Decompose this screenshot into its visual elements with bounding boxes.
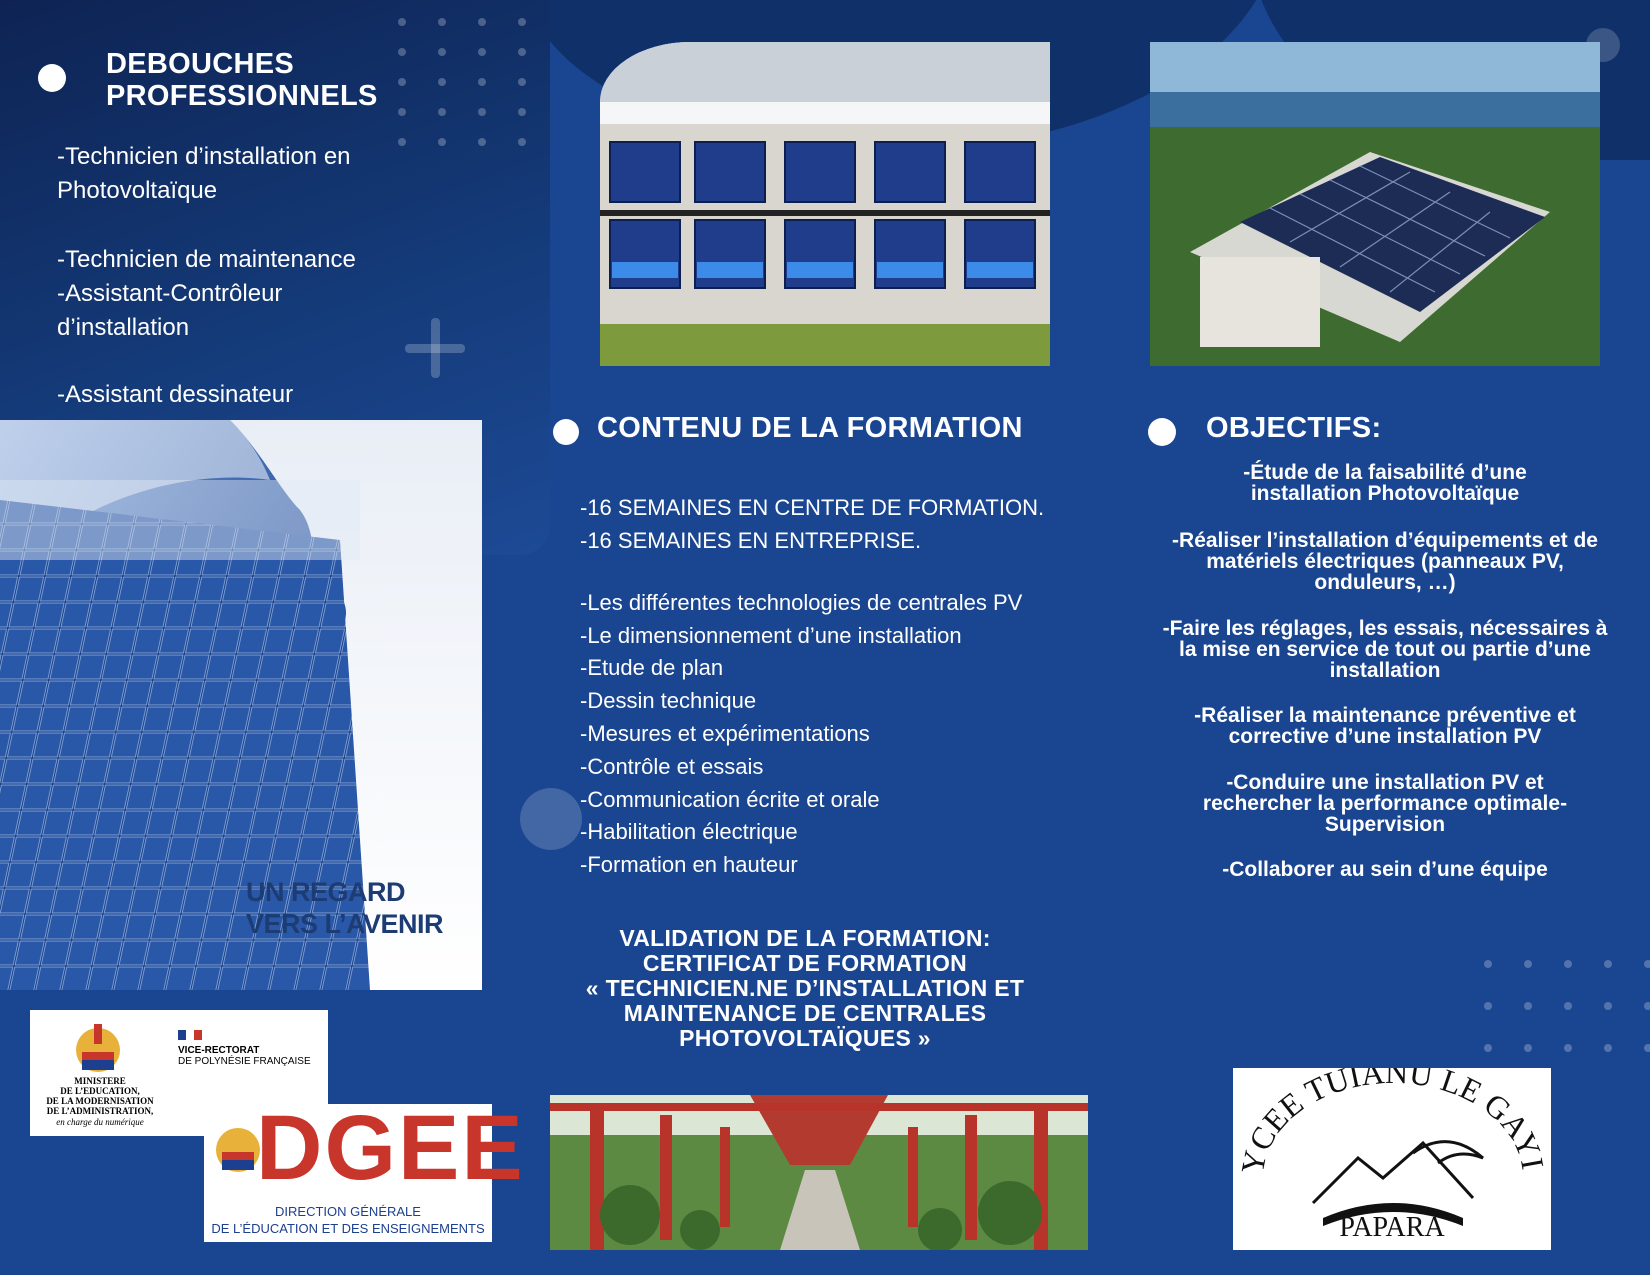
weeks-item: -16 SEMAINES EN ENTREPRISE. [580,528,922,553]
bullet-objectifs [1148,418,1176,446]
topic-item: -Le dimensionnement d’une installation [580,623,962,648]
rooftop-solar-photo [1150,42,1600,366]
objective-item: -Faire les réglages, les essais, nécessaires à la mise en service de tout ou partie d’une installation [1162,617,1608,682]
contenu-heading: CONTENU DE LA FORMATION [597,412,1023,444]
job-item: -Assistant dessinateur [57,381,294,408]
objective-item: -Collaborer au sein d’une équipe [1222,858,1548,881]
dot-grid-bottom-right [1484,960,1650,1052]
slogan-line1: UN REGARD [246,877,406,907]
debouches-heading: DEBOUCHES PROFESSIONNELS [106,48,378,112]
lycee-logo [1233,1068,1551,1250]
topic-item: -Communication écrite et orale [580,787,880,812]
objective-item: -Étude de la faisabilité d’une installation Photovoltaïque [1243,461,1527,505]
dgee-line1: DIRECTION GÉNÉRALE [275,1204,421,1219]
ministere-line1: MINISTERE [74,1076,126,1086]
objective-item: -Réaliser l’installation d’équipements et de matériels électriques (panneaux PV, onduleurs, …) [1172,529,1598,594]
ministere-line4: DE L’ADMINISTRATION, [46,1106,154,1116]
objective-item: -Conduire une installation PV et rechercher la performance optimale-Supervision [1202,771,1568,836]
topic-item: -Habilitation électrique [580,819,798,844]
vice-rectorat-line2: DE POLYNÉSIE FRANÇAISE [178,1056,311,1067]
dgee-letters: DGEE [256,1097,525,1199]
topic-item: -Etude de plan [580,655,724,680]
covered-walkway-photo [550,1095,1088,1250]
bullet-debouches [38,64,66,92]
polynesia-emblem-icon [68,1018,128,1078]
job-item: -Technicien de maintenance [57,246,356,273]
objectifs-heading: OBJECTIFS: [1206,412,1382,444]
topic-item: -Mesures et expérimentations [580,721,870,746]
topic-item: -Les différentes technologies de centrales PV [580,590,1023,615]
ministere-line2: DE L’EDUCATION, [60,1086,140,1096]
rooftop-solar-image [1150,42,1600,366]
inverters-image [600,42,1050,366]
lycee-town: PAPARA [1339,1212,1445,1243]
topic-item: -Dessin technique [580,688,757,713]
job-item: -Technicien d’installation en Photovoltaïque [57,143,351,204]
face-solar-image [0,420,482,990]
french-flag-icon [178,1030,202,1040]
job-item: -Assistant-Contrôleur d’installation [57,280,283,341]
bullet-contenu [553,419,579,445]
lycee-name-arc: YCEE TUIANU LE GAYI [1233,1068,1551,1178]
ministere-line5: en charge du numérique [56,1117,144,1127]
weeks-item: -16 SEMAINES EN CENTRE DE FORMATION. [580,495,1045,520]
plus-decoration [405,318,465,378]
topic-item: -Contrôle et essais [580,754,764,779]
validation-text: VALIDATION DE LA FORMATION: CERTIFICAT DE FORMATION « TECHNICIEN.NE D’INSTALLATION ET MAINTENANCE DE CENTRALES PHOTOVOLTAÏQUES » [585,925,1025,1051]
circle-decoration-middle [520,788,582,850]
dgee-logo [204,1097,525,1242]
objective-item: -Réaliser la maintenance préventive et corrective d’une installation PV [1194,704,1576,748]
walkway-image [550,1095,1088,1250]
dgee-line2: DE L’ÉDUCATION ET DES ENSEIGNEMENTS [211,1221,485,1236]
face-solar-illustration [0,420,482,990]
slogan-line2: VERS L’AVENIR [246,909,444,939]
vice-rectorat-line1: VICE-RECTORAT [178,1045,260,1056]
inverters-photo [600,42,1050,366]
topic-item: -Formation en hauteur [580,852,798,877]
ministere-line3: DE LA MODERNISATION [46,1096,154,1106]
